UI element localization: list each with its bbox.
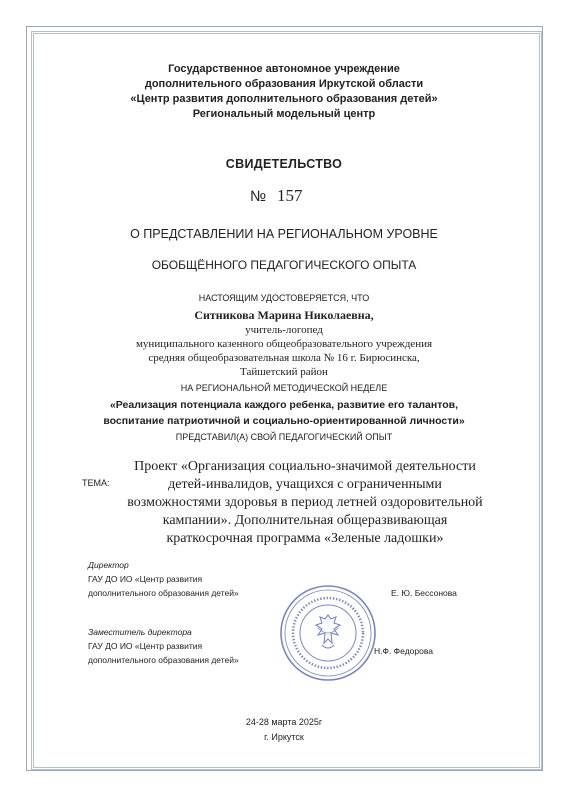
- signer1-name: Е. Ю. Бессонова: [391, 588, 457, 598]
- signer1-org-line-1: ГАУ ДО ИО «Центр развития: [88, 574, 203, 584]
- subtitle-line-1: О ПРЕДСТАВЛЕНИИ НА РЕГИОНАЛЬНОМ УРОВНЕ: [130, 227, 438, 241]
- certificate-date: 24-28 марта 2025г: [245, 717, 323, 727]
- event-line-2: воспитание патриотичной и социально-ориентированной личности»: [103, 415, 465, 427]
- topic-line-3: возможностями здоровья в период летней оздоровительной: [127, 495, 483, 510]
- header-line-3: «Центр развития дополнительного образования детей»: [130, 93, 438, 105]
- number-symbol: №: [250, 188, 267, 205]
- event-line-1: «Реализация потенциала каждого ребенка, развитие его талантов,: [109, 399, 459, 411]
- topic-line-5: краткосрочная программа «Зеленые ладошки»: [166, 531, 444, 546]
- signer2-org-line-1: ГАУ ДО ИО «Центр развития: [88, 641, 203, 651]
- signer2-name: Н.Ф. Федорова: [374, 646, 433, 656]
- topic-line-4: кампании». Дополнительная общеразвивающая: [162, 513, 448, 528]
- event-intro: НА РЕГИОНАЛЬНОЙ МЕТОДИЧЕСКОЙ НЕДЕЛЕ: [180, 383, 388, 393]
- signer2-org-line-2: дополнительного образования детей»: [88, 655, 239, 665]
- presented-text: ПРЕДСТАВИЛ(А) СВОЙ ПЕДАГОГИЧЕСКИЙ ОПЫТ: [175, 432, 393, 442]
- person-org-line-2: средняя общеобразовательная школа № 16 г. Бирюсинска,: [148, 352, 420, 364]
- header-line-1: Государственное автономное учреждение: [168, 63, 400, 75]
- topic-line-1: Проект «Организация социально-значимой деятельности: [134, 459, 476, 474]
- person-name: Ситникова Марина Николаевна,: [194, 308, 374, 322]
- topic-line-2: детей-инвалидов, учащихся с ограниченными: [168, 477, 442, 492]
- subtitle-line-2: ОБОБЩЁННОГО ПЕДАГОГИЧЕСКОГО ОПЫТА: [151, 258, 417, 272]
- signer1-org-line-2: дополнительного образования детей»: [88, 588, 239, 598]
- header-line-2: дополнительного образования Иркутской области: [144, 78, 424, 90]
- official-stamp-icon: [278, 583, 378, 683]
- topic-label: ТЕМА:: [82, 478, 110, 488]
- certify-text: НАСТОЯЩИМ УДОСТОВЕРЯЕТСЯ, ЧТО: [198, 293, 370, 303]
- person-org-line-1: муниципального казенного общеобразовательного учреждения: [135, 338, 433, 350]
- person-org-line-3: Тайшетский район: [240, 366, 328, 378]
- signer2-title: Заместитель директора: [88, 627, 192, 637]
- certificate-number: 157: [277, 186, 303, 205]
- person-position: учитель-логопед: [245, 324, 323, 336]
- certificate-city: г. Иркутск: [264, 732, 304, 742]
- certificate-title: СВИДЕТЕЛЬСТВО: [225, 157, 343, 171]
- signer1-title: Директор: [88, 560, 129, 570]
- header-line-4: Региональный модельный центр: [192, 108, 376, 120]
